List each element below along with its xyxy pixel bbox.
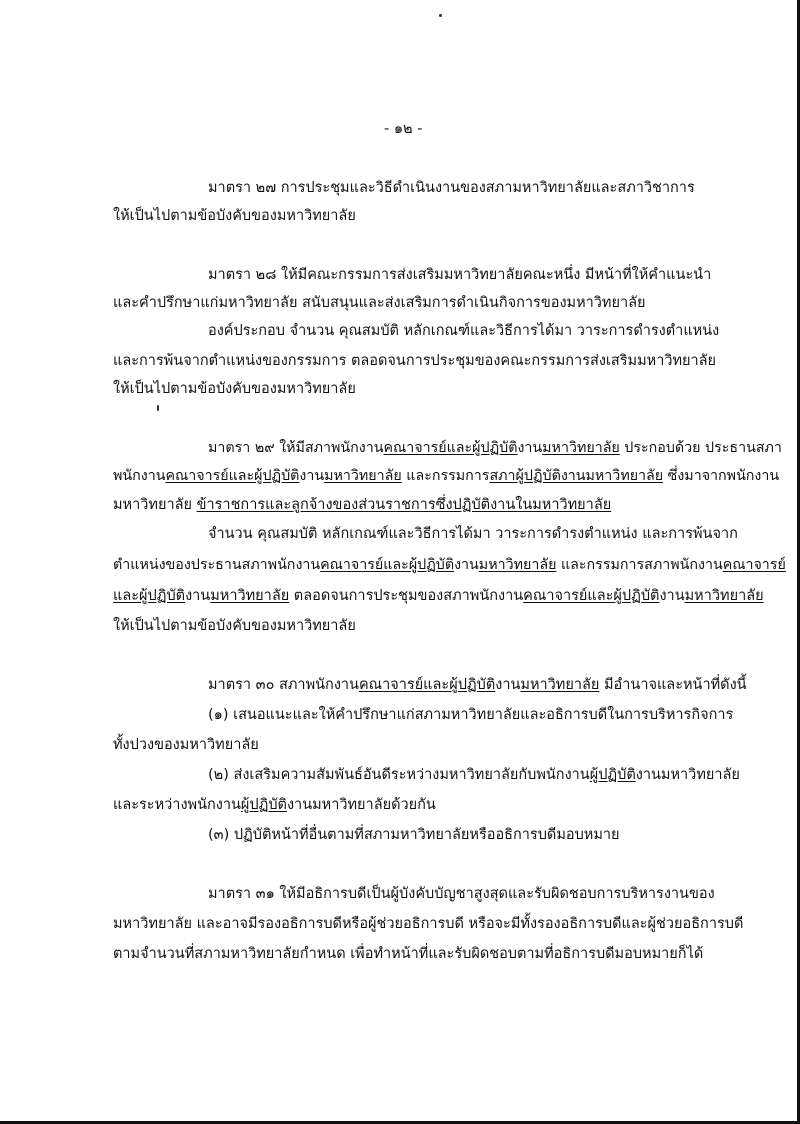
- sec31-line1: มาตรา ๓๑ ให้มีอธิการบดีเป็นผู้บังคับบัญชาสูงสุดและรับผิดชอบการบริหารงานของ: [208, 886, 715, 902]
- underlined-text: คณาจารย์: [722, 557, 786, 573]
- text: มาตรา ๒๙ ให้มีสภาพนักงาน: [208, 440, 384, 456]
- text: (๒) ส่งเสริมความสัมพันธ์อันดีระหว่างมหาวิทยาลัยกับพนักงาน: [208, 767, 590, 783]
- scan-speck: [439, 14, 442, 17]
- underlined-text: สภาผู้ปฏิบัติงานมหาวิทยาลัย: [489, 468, 664, 484]
- underlined-text: และผู้ปฏิบัติ: [113, 588, 186, 604]
- sec30-line1: [208, 676, 747, 694]
- sec28-line1: มาตรา ๒๘ ให้มีคณะกรรมการส่งเสริมมหาวิทยาลัยคณะหนึ่ง มีหน้าที่ให้คำแนะนำ: [208, 267, 712, 283]
- text: งานมหาวิทยาลัยด้วยกัน: [286, 797, 436, 813]
- sec29-line1: [208, 439, 782, 457]
- sec29-line3: [113, 496, 611, 514]
- sec28-line4: และการพ้นจากตำแหน่งของกรรมการ ตลอดจนการประชุมของคณะกรรมการส่งเสริมมหาวิทยาลัย: [113, 353, 717, 369]
- underlined-text: คณาจารย์และผู้ปฏิบัติ: [383, 440, 518, 456]
- sec31-line2: มหาวิทยาลัย และอาจมีรองอธิการบดีหรือผู้ช่วยอธิการบดี หรือจะมีทั้งรองอธิการบดีและผู้ช่วยอธิการบดี: [113, 916, 744, 932]
- text: มาตรา ๓๐ สภาพนักงาน: [208, 677, 359, 693]
- text: ซึ่งมาจากพนักงาน: [663, 468, 780, 484]
- sec29-para2-line4: ให้เป็นไปตามข้อบังคับของมหาวิทยาลัย: [113, 618, 356, 634]
- sec27-line1: มาตรา ๒๗ การประชุมและวิธีดำเนินงานของสภามหาวิทยาลัยและสภาวิชาการ: [208, 180, 695, 196]
- sec29-para2-line2: [113, 556, 786, 574]
- text: งาน: [299, 468, 325, 484]
- text: ตลอดจนการประชุมของสภาพนักงาน: [289, 588, 524, 604]
- text: งาน: [659, 588, 685, 604]
- underlined-text: คณาจารย์และผู้ปฏิบัติ: [358, 677, 496, 693]
- sec29-line2: [113, 467, 779, 485]
- text: งาน: [517, 440, 543, 456]
- sec29-para2-line1: จำนวน คุณสมบัติ หลักเกณฑ์และวิธีการได้มา วาระการดำรงตำแหน่ง และการพ้นจาก: [208, 526, 738, 542]
- text: งานมหาวิทยาลัย: [635, 767, 740, 783]
- text: และกรรมการสภาพนักงาน: [556, 557, 723, 573]
- text: งาน: [454, 557, 479, 573]
- underlined-text: ข้าราชการและลูกจ้างของส่วนราชการซึ่งปฏิบัติงานในมหาวิทยาลัย: [196, 497, 612, 513]
- sec30-item1-line1: (๑) เสนอแนะและให้คำปรึกษาแก่สภามหาวิทยาลัยและอธิการบดีในการบริหารกิจการ: [208, 707, 734, 723]
- sec29-para2-line3: [113, 587, 764, 605]
- underlined-text: มหาวิทยาลัย: [542, 440, 620, 456]
- underlined-text: มหาวิทยาลัย: [520, 677, 600, 693]
- sec28-line3: องค์ประกอบ จำนวน คุณสมบัติ หลักเกณฑ์และวิธีการได้มา วาระการดำรงตำแหน่ง: [208, 323, 720, 339]
- underlined-text: มหาวิทยาลัย: [684, 588, 764, 604]
- sec27-line2: ให้เป็นไปตามข้อบังคับของมหาวิทยาลัย: [113, 208, 356, 224]
- underlined-text: มหาวิทยาลัย: [210, 588, 290, 604]
- sec30-item2-line1: [208, 766, 740, 784]
- sec30-item3: (๓) ปฏิบัติหน้าที่อื่นตามที่สภามหาวิทยาลัยหรืออธิการบดีมอบหมาย: [208, 827, 620, 843]
- underlined-text: ผู้ปฏิบัติ: [240, 797, 287, 813]
- sec30-item2-line2: [113, 796, 436, 814]
- underlined-text: มหาวิทยาลัย: [478, 557, 557, 573]
- scan-speck: [157, 405, 159, 411]
- text: งาน: [495, 677, 521, 693]
- underlined-text: คณาจารย์และผู้ปฏิบัติ: [523, 588, 660, 604]
- underlined-text: คณาจารย์และผู้ปฏิบัติ: [165, 468, 300, 484]
- text: ประกอบด้วย ประธานสภา: [619, 440, 782, 456]
- sec28-line2: และคำปรึกษาแก่มหาวิทยาลัย สนับสนุนและส่งเสริมการดำเนินกิจการของมหาวิทยาลัย: [113, 295, 646, 311]
- text: งาน: [185, 588, 211, 604]
- text: และระหว่างพนักงาน: [113, 797, 241, 813]
- text: และกรรมการ: [401, 468, 490, 484]
- sec30-item1-line2: ทั้งปวงของมหาวิทยาลัย: [113, 737, 259, 753]
- text: พนักงาน: [113, 468, 166, 484]
- underlined-text: มหาวิทยาลัย: [324, 468, 402, 484]
- sec31-line3: ตามจำนวนที่สภามหาวิทยาลัยกำหนด เพื่อทำหน้าที่และรับผิดชอบตามที่อธิการบดีมอบหมายก็ได้: [113, 946, 704, 962]
- text: ตำแหน่งของประธานสภาพนักงาน: [113, 557, 321, 573]
- text: มีอำนาจและหน้าที่ดังนี้: [599, 677, 747, 693]
- sec28-line5: ให้เป็นไปตามข้อบังคับของมหาวิทยาลัย: [113, 381, 356, 397]
- text: มหาวิทยาลัย: [113, 497, 197, 513]
- underlined-text: ผู้ปฏิบัติ: [589, 767, 636, 783]
- page-number: - ๑๒ -: [384, 121, 423, 137]
- underlined-text: คณาจารย์และผู้ปฏิบัติ: [320, 557, 455, 573]
